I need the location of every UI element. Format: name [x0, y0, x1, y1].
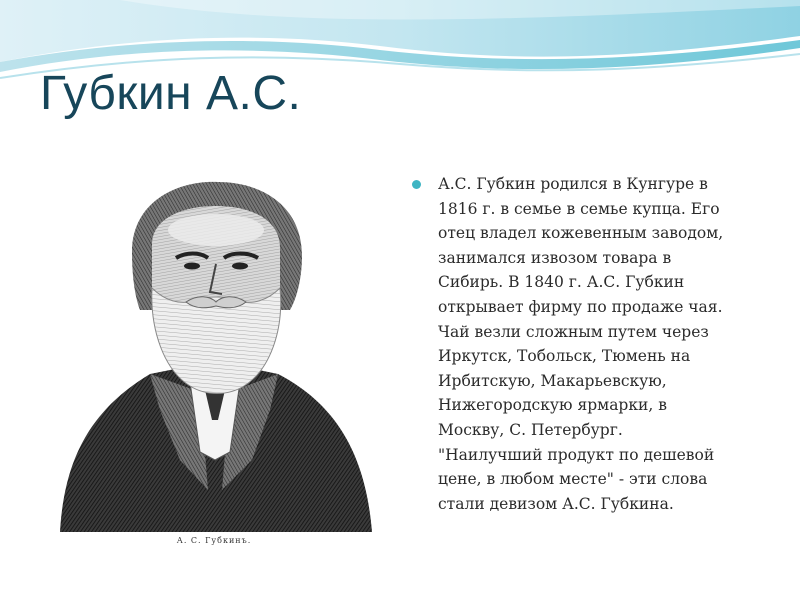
- bio-line: открывает фирму по продаже чая.: [438, 297, 723, 316]
- bio-line: цене, в любом месте" - эти слова: [438, 470, 708, 489]
- bullet-dot-icon: [412, 180, 421, 189]
- bio-line: отец владел кожевенным заводом,: [438, 224, 724, 243]
- bio-line: Москву, С. Петербург.: [438, 420, 623, 439]
- slide-title: Губкин А.С.: [40, 67, 302, 120]
- bio-line: Чай везли сложным путем через: [438, 322, 709, 341]
- bio-line: "Наилучший продукт по дешевой: [438, 445, 715, 464]
- bio-list: [412, 172, 762, 516]
- bio-paragraph: [412, 172, 762, 516]
- bio-line: занимался извозом товара в: [438, 248, 672, 267]
- bio-line: стали девизом А.С. Губкина.: [438, 494, 674, 513]
- bio-line: Ирбитскую, Макарьевскую,: [438, 371, 667, 390]
- bio-line: Иркутск, Тобольск, Тюмень на: [438, 347, 691, 366]
- bio-line: А.С. Губкин родился в Кунгуре в: [438, 175, 708, 193]
- bio-line: Нижегородскую ярмарки, в: [438, 396, 667, 415]
- portrait-caption: А. С. Губкинъ.: [176, 536, 252, 545]
- portrait-image: [40, 160, 388, 560]
- bio-line: Сибирь. В 1840 г. А.С. Губкин: [438, 273, 685, 292]
- bio-line: 1816 г. в семье в семье купца. Его: [438, 199, 720, 218]
